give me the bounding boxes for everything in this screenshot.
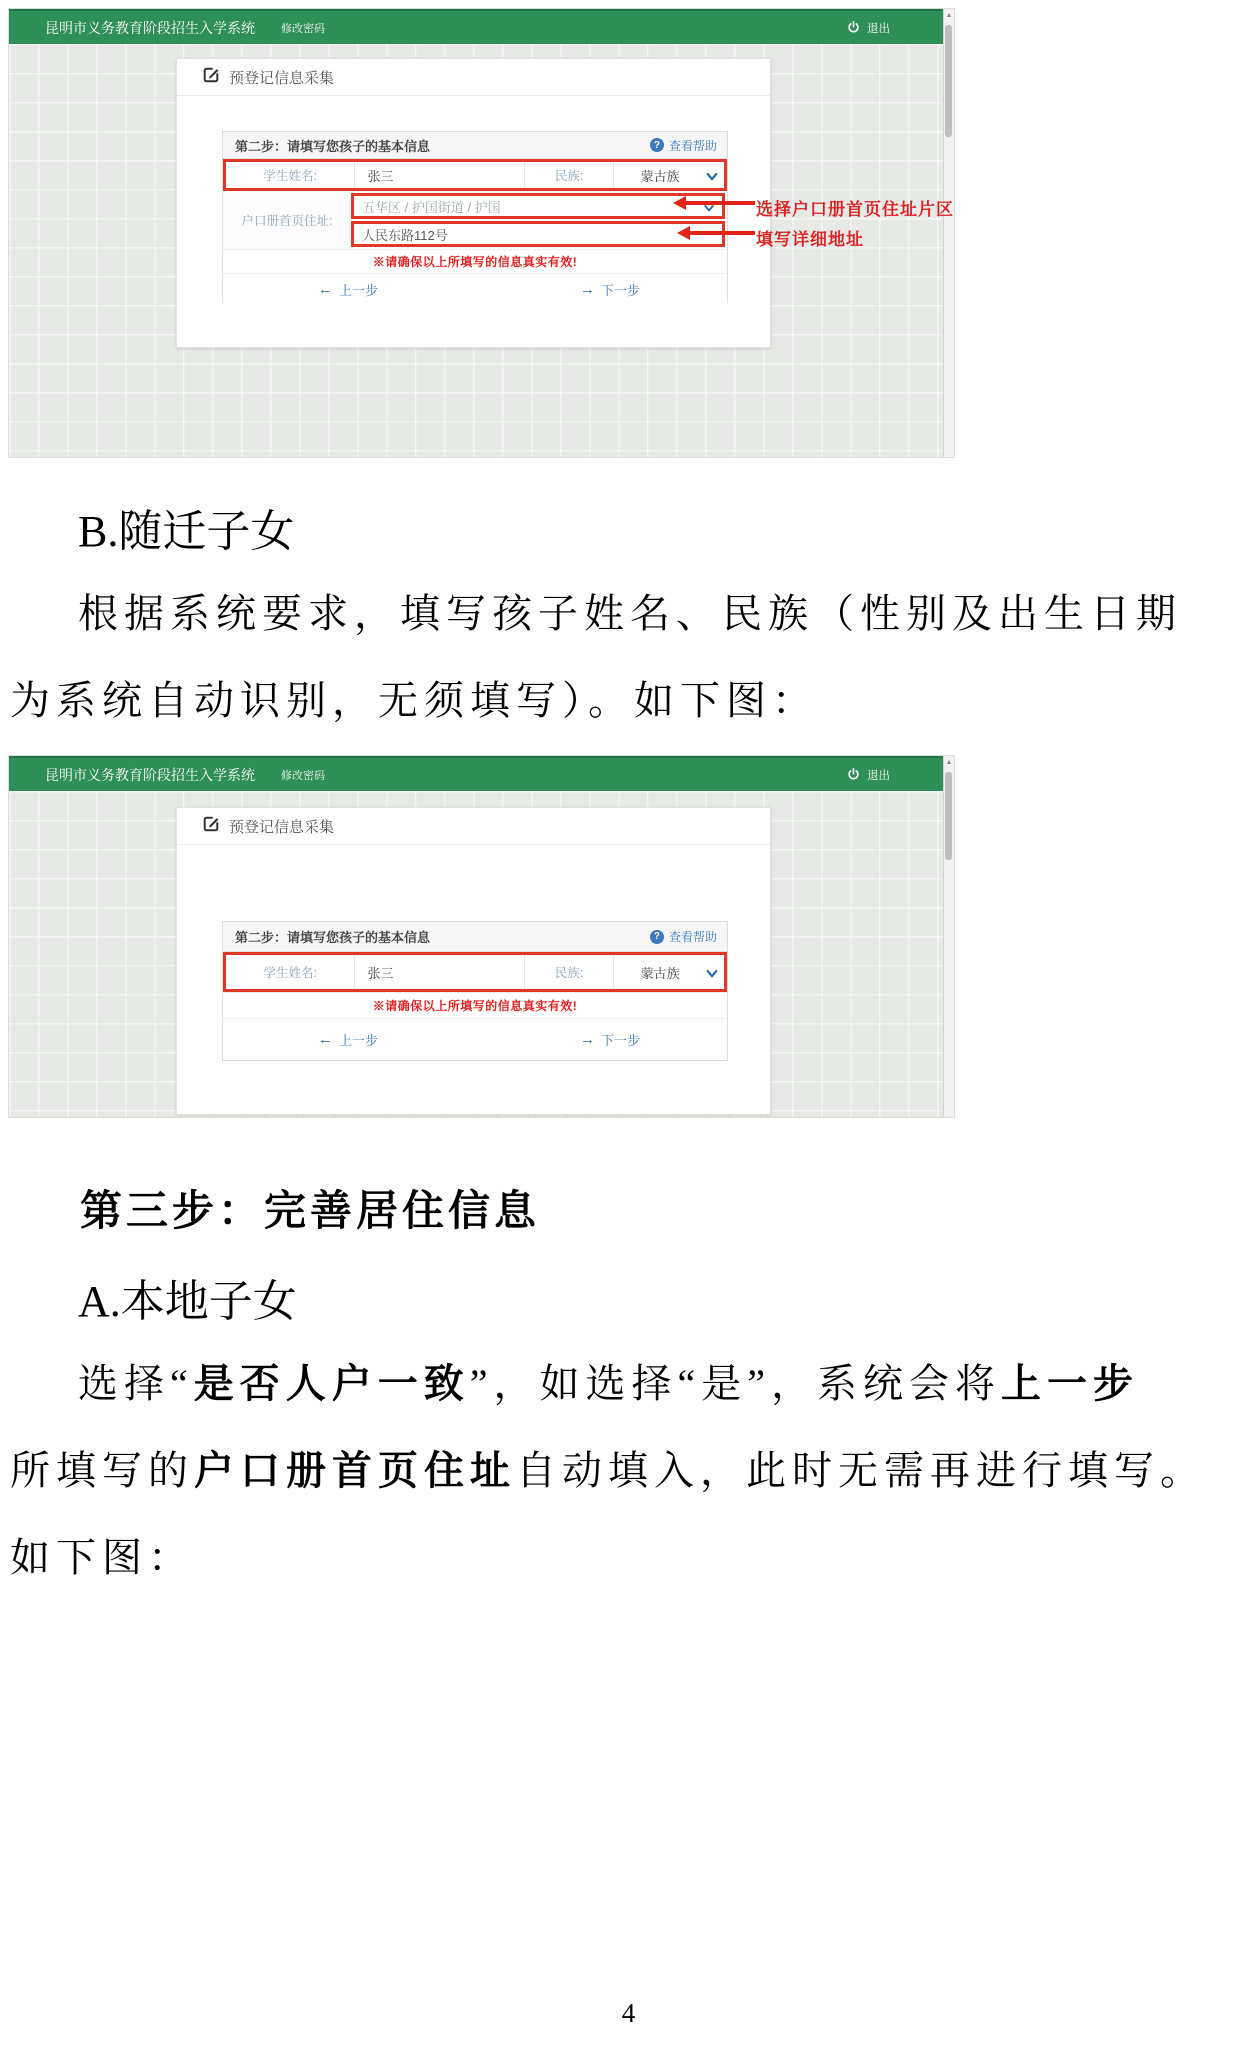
scrollbar[interactable] — [943, 756, 954, 1117]
ethnicity-select[interactable] — [614, 955, 724, 989]
logout-label: 退出 — [867, 769, 890, 782]
panel-title: 预登记信息采集 — [229, 69, 335, 87]
paragraph-line: 所填写的户口册首页住址自动填入，此时无需再进行填写。 — [10, 1448, 1206, 1493]
student-basic-row — [223, 159, 727, 191]
paragraph-line: 如下图： — [10, 1535, 194, 1580]
student-name-label: 学生姓名: — [226, 162, 355, 188]
household-address-inputs — [351, 191, 727, 249]
form-warning: ※请确保以上所填写的信息真实有效! — [223, 249, 727, 274]
household-address-row — [223, 191, 727, 249]
step2-title: 第二步：请填写您孩子的基本信息 — [235, 138, 431, 154]
student-name-label: 学生姓名: — [226, 955, 355, 989]
next-step-label: 下一步 — [601, 282, 641, 298]
scroll-up-icon[interactable]: ▲ — [945, 759, 953, 766]
student-name-field[interactable]: 张三 — [355, 955, 524, 989]
system-header-bar — [9, 756, 954, 791]
ethnicity-value: 蒙古族 — [640, 965, 680, 981]
scrollbar-thumb[interactable] — [945, 25, 952, 137]
scrollbar[interactable] — [943, 9, 954, 457]
question-icon: ? — [650, 138, 664, 152]
section-a-paragraph — [10, 1340, 1251, 1601]
ethnicity-label: 民族: — [525, 162, 615, 188]
panel-header — [177, 59, 770, 96]
arrow-right-icon: → — [580, 1030, 595, 1048]
paragraph-line: 选择“是否人户一致”，如选择“是”，系统会将上一步 — [78, 1361, 1140, 1406]
view-help-label: 查看帮助 — [668, 930, 717, 944]
household-address-label: 户口册首页住址: — [223, 191, 351, 249]
system-screenshot-1 — [8, 8, 955, 458]
section-b-paragraph — [10, 570, 1251, 744]
prev-step-label: 上一步 — [339, 282, 379, 298]
arrow-left-icon: ← — [318, 1030, 333, 1048]
scrollbar-thumb[interactable] — [945, 772, 952, 860]
edit-icon — [202, 66, 220, 88]
step2-title: 第二步：请填写您孩子的基本信息 — [235, 930, 431, 945]
system-workspace — [9, 791, 954, 1117]
question-icon: ? — [650, 930, 664, 944]
chevron-down-icon — [706, 967, 718, 982]
step3-heading: 第三步：完善居住信息 — [80, 1189, 541, 1235]
system-title: 昆明市义务教育阶段招生入学系统 — [45, 19, 255, 36]
panel-title: 预登记信息采集 — [229, 818, 335, 836]
system-title: 昆明市义务教育阶段招生入学系统 — [45, 766, 255, 783]
logout-label: 退出 — [867, 22, 890, 35]
form-nav-buttons — [223, 274, 727, 304]
arrow-right-icon: → — [580, 280, 595, 298]
section-a-heading: A.本地子女 — [78, 1277, 297, 1326]
prev-step-button[interactable] — [318, 274, 378, 304]
power-icon — [847, 768, 860, 781]
address-area-select[interactable] — [351, 193, 725, 219]
prev-step-label: 上一步 — [339, 1032, 379, 1048]
step2-form — [222, 921, 728, 1061]
address-area-value: 五华区 / 护国街道 / 护国 — [362, 199, 501, 215]
view-help-button[interactable] — [650, 137, 717, 154]
change-password-link[interactable]: 修改密码 — [281, 769, 325, 782]
annotation-fill-detail: 填写详细地址 — [756, 230, 864, 249]
annotation-select-area: 选择户口册首页住址片区 — [756, 200, 954, 219]
page-number: 4 — [621, 1998, 636, 2028]
step2-header — [223, 132, 727, 159]
ethnicity-label: 民族: — [525, 955, 615, 989]
paragraph-line: 为系统自动识别，无须填写）。如下图： — [10, 678, 818, 723]
edit-icon — [202, 815, 220, 837]
section-b-heading: B.随迁子女 — [78, 507, 295, 556]
next-step-button[interactable] — [580, 1019, 640, 1059]
ethnicity-select[interactable] — [614, 162, 724, 188]
arrow-left-icon: ← — [318, 280, 333, 298]
address-detail-value: 人民东路112号 — [362, 227, 448, 243]
ethnicity-value: 蒙古族 — [640, 168, 680, 184]
next-step-label: 下一步 — [601, 1032, 641, 1048]
prev-step-button[interactable] — [318, 1019, 378, 1059]
logout-button[interactable] — [847, 767, 890, 783]
step2-header — [223, 922, 727, 952]
collection-panel — [176, 807, 771, 1115]
scroll-up-icon[interactable]: ▲ — [945, 12, 953, 19]
step2-form — [222, 131, 728, 303]
view-help-label: 查看帮助 — [668, 138, 717, 153]
next-step-button[interactable] — [580, 274, 640, 304]
system-header-bar — [9, 9, 954, 44]
power-icon — [847, 21, 860, 34]
system-screenshot-2 — [8, 755, 955, 1118]
student-basic-row — [223, 952, 727, 992]
form-nav-buttons — [223, 1019, 727, 1059]
view-help-button[interactable] — [650, 928, 717, 945]
system-workspace — [9, 44, 954, 457]
chevron-down-icon — [706, 170, 718, 185]
change-password-link[interactable]: 修改密码 — [281, 22, 325, 35]
student-name-field[interactable]: 张三 — [355, 162, 524, 188]
paragraph-line: 根据系统要求，填写孩子姓名、民族（性别及出生日期 — [78, 591, 1182, 636]
address-detail-input[interactable] — [351, 221, 725, 247]
form-warning: ※请确保以上所填写的信息真实有效! — [223, 992, 727, 1019]
logout-button[interactable] — [847, 20, 890, 36]
panel-header — [177, 808, 770, 845]
